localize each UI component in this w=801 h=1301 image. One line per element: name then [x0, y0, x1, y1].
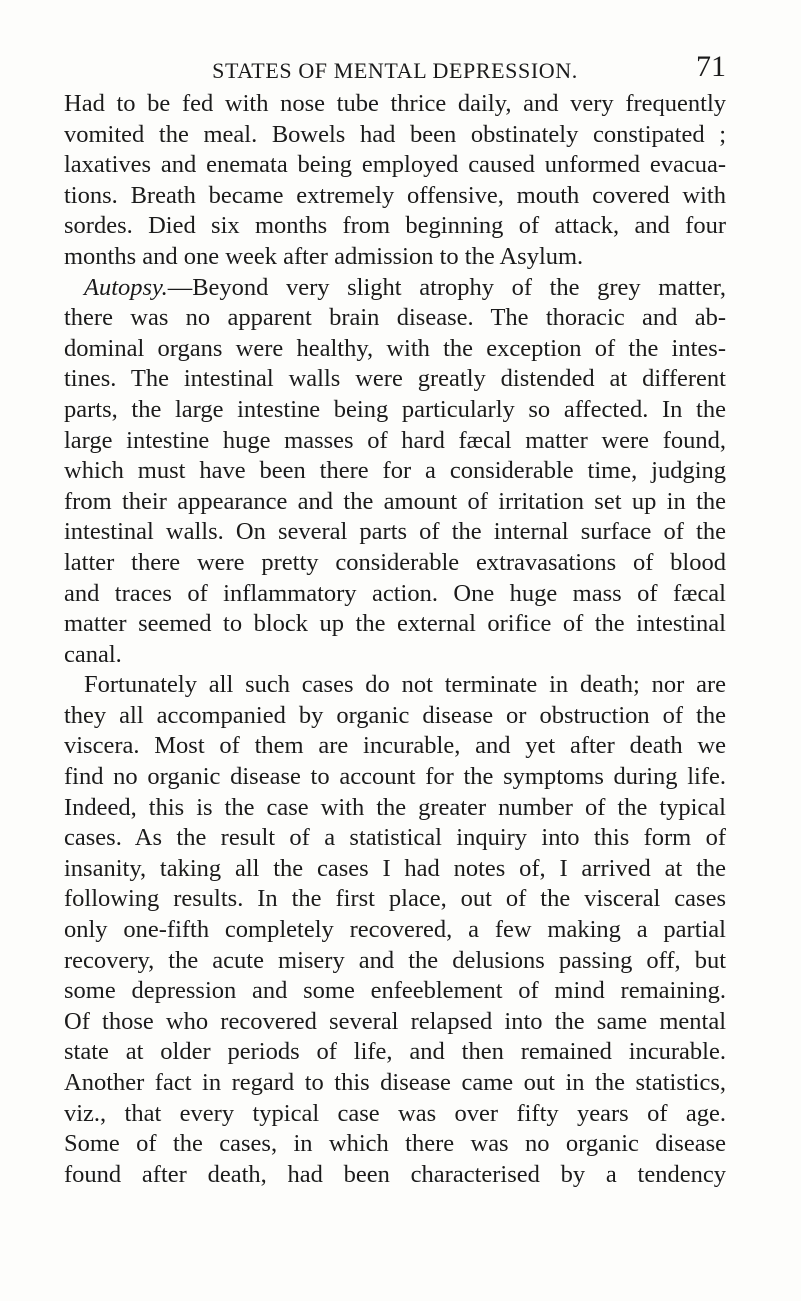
body-text	[64, 89, 726, 1190]
text-line: intestinal walls. On several parts of the internal surface of the	[64, 518, 726, 546]
text-line: Of those who recovered several relapsed into the same mental	[64, 1007, 726, 1035]
text-line: canal.	[64, 640, 122, 668]
text-line: there was no apparent brain disease. The thoracic and ab-	[64, 304, 726, 332]
text-line: tines. The intestinal walls were greatly distended at different	[64, 365, 726, 393]
text-line: Another fact in regard to this disease came out in the statistics,	[64, 1069, 726, 1096]
autopsy-heading: Autopsy.	[84, 273, 168, 301]
text-line: matter seemed to block up the external orifice of the intestinal	[64, 610, 726, 638]
text-line: which must have been there for a considerable time, judging	[64, 457, 726, 485]
text-line: find no organic disease to account for the symptoms during life.	[64, 763, 726, 791]
text-line: and traces of inflammatory action. One huge mass of fæcal	[64, 579, 726, 607]
text-line: tions. Breath became extremely offensive, mouth covered with	[64, 181, 726, 209]
page-number: 71	[696, 50, 726, 83]
text-line: dominal organs were healthy, with the exception of the intes-	[64, 334, 726, 362]
text-line: sordes. Died six months from beginning of attack, and four	[64, 212, 726, 240]
text-line: insanity, taking all the cases I had notes of, I arrived at the	[64, 854, 726, 882]
running-title: STATES OF MENTAL DEPRESSION.	[212, 58, 578, 83]
text-line: months and one week after admission to the Asylum.	[64, 242, 584, 270]
text-line: latter there were pretty considerable extravasations of blood	[64, 548, 726, 576]
running-head	[64, 50, 726, 86]
text-line: viscera. Most of them are incurable, and yet after death we	[64, 732, 726, 760]
text-line: some depression and some enfeeblement of mind remaining.	[64, 977, 726, 1005]
text-line: cases. As the result of a statistical inquiry into this form of	[64, 824, 726, 852]
text-line: Fortunately all such cases do not terminate in death; nor are	[84, 671, 726, 699]
autopsy-first-line	[64, 273, 726, 304]
text-line: recovery, the acute misery and the delusions passing off, but	[64, 946, 726, 974]
text-line: laxatives and enemata being employed caused unformed evacua-	[64, 151, 726, 179]
text-line: following results. In the first place, out of the visceral cases	[64, 885, 726, 913]
text-line: parts, the large intestine being particularly so affected. In the	[64, 395, 726, 423]
text-line: only one-fifth completely recovered, a few making a partial	[64, 916, 726, 944]
text-line: large intestine huge masses of hard fæcal matter were found,	[64, 426, 726, 454]
text-line: from their appearance and the amount of irritation set up in the	[64, 487, 726, 515]
text-line: Indeed, this is the case with the greater number of the typical	[64, 793, 726, 821]
text-line: viz., that every typical case was over fifty years of age.	[64, 1099, 726, 1127]
text-line: vomited the meal. Bowels had been obstinately constipated ;	[64, 120, 726, 148]
text-line: they all accompanied by organic disease or obstruction of the	[64, 701, 726, 729]
text-line: found after death, had been characterised by a tendency	[64, 1160, 726, 1188]
text-line: state at older periods of life, and then remained incurable.	[64, 1038, 726, 1066]
autopsy-first-line-rest: —Beyond very slight atrophy of the grey matter,	[167, 273, 726, 301]
text-line: Some of the cases, in which there was no organic disease	[64, 1130, 726, 1158]
text-line: Had to be fed with nose tube thrice daily, and very frequently	[64, 90, 726, 117]
